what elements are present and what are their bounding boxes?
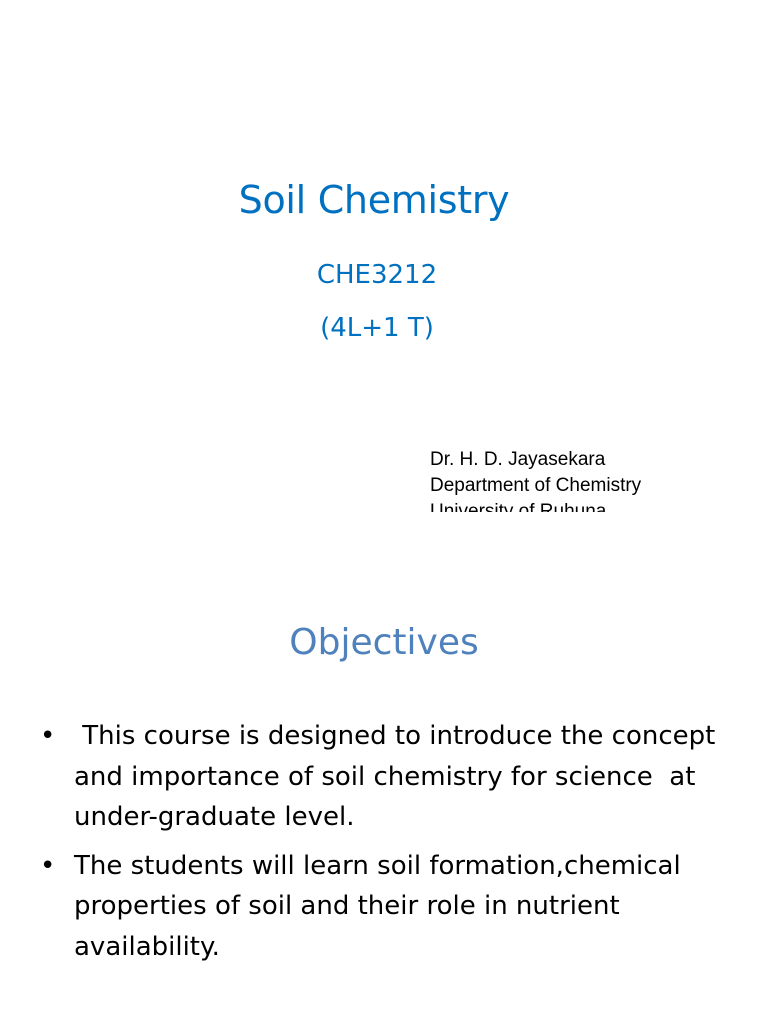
bullet-text: The students will learn soil formation,chemical properties of soil and their role in nutrient availability. [74,850,689,962]
bullet-icon: • [40,850,56,881]
course-code: CHE3212 [316,260,438,290]
course-hours: (4L+1 T) [320,313,434,343]
objectives-title: Objectives [289,622,479,663]
objectives-slide [0,512,768,1024]
author-name: Dr. H. D. Jayasekara [430,449,606,470]
bullet-text: This course is designed to introduce the concept and importance of soil chemistry for science at under-graduate level. [74,721,724,832]
bullet-icon: • [40,721,56,751]
list-item [40,846,740,968]
course-title: Soil Chemistry [238,178,510,222]
objectives-list [40,716,740,975]
author-department: Department of Chemistry [430,475,642,496]
list-item [40,716,740,838]
